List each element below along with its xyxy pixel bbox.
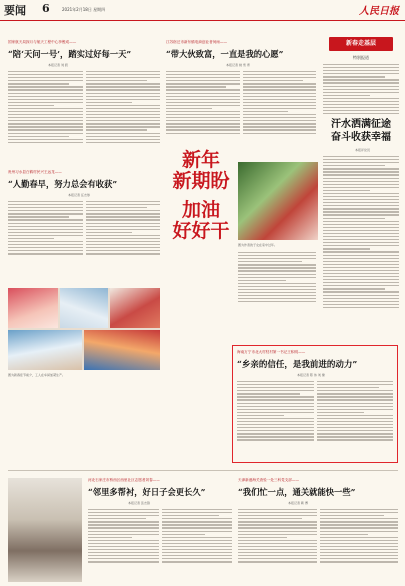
article-title: “我们忙一点，通关就能快一些” [238,487,356,497]
article-a4-highlighted[interactable] [232,345,398,463]
article-a1 [8,40,160,160]
sidebar-title-line1: 汗水洒满征途 [331,119,391,130]
section-name: 要闻 [4,4,26,17]
article-a6 [238,478,398,582]
article-title: “陪‘天问一号’，踏实过好每一天” [8,49,132,59]
article-kicker: 江苏宿迁市新东镇电商创业者何雨—— [166,40,228,44]
photo-collage [8,288,160,370]
article-kicker: 天津新港海关查验一处三科党支部—— [238,478,300,482]
article-kicker: 国家航天局探月与航天工程中心李俊成—— [8,40,77,44]
date-line: 2021年2月18日 星期四 [62,7,106,12]
article-a5 [8,478,232,582]
article-kicker: 河北石家庄市桥西区西里社区志愿者刘春—— [88,478,160,482]
article-byline: 本报记者 陈 伟 刘 健 [297,373,325,377]
slogan-line-1: 新年 [181,149,220,171]
article-body [88,509,232,564]
sidebar-body [323,156,399,310]
article-body [166,71,316,136]
article-byline: 本报记者 张志锋 [128,501,150,505]
sidebar-subtitle: 特别报道 [353,55,369,60]
article-body [8,201,160,256]
newspaper-logo: 人民日报 [359,6,399,17]
article-body [237,381,393,443]
article-title: “带大伙致富，一直是我的心愿” [166,49,284,59]
center-slogan [166,150,236,290]
photo-factory [8,478,82,582]
masthead [0,0,405,21]
sidebar-byline: 本报评论员 [355,148,371,152]
divider [8,470,398,471]
center-right-body [238,252,316,304]
article-a2 [166,40,316,150]
article-kicker: 贵州习水县白鹤村民兴王远龙—— [8,170,62,174]
photo-family [238,162,318,240]
article-byline: 本报记者 姚 雪 青 [226,63,250,67]
article-body [8,71,160,145]
sidebar-title-line2: 奋斗收获幸福 [331,132,391,143]
article-byline: 本报记者 刘 毅 [48,63,68,67]
article-a3 [8,170,160,300]
sidebar-badge [329,37,393,51]
article-byline: 本报记者 靳 博 [288,501,308,505]
photo2-caption: 图为作者的子女在家中过年。 [238,243,278,247]
article-kicker: 海南万宁市北大村驻村第一书记王积明—— [237,350,306,354]
sidebar-badge-text: 新春走基层 [345,40,376,47]
article-body [238,509,398,564]
article-title: “乡亲的信任，是我前进的动力” [237,360,358,370]
slogan-line-3: 加油 [181,199,220,221]
article-title: “人勤春早，努力总会有收获” [8,179,118,189]
page-number: 6 [42,2,50,15]
slogan-line-4: 好好干 [172,220,230,242]
sidebar-body-top [323,64,399,116]
slogan-line-2: 新期盼 [172,170,230,192]
photo-caption: 图为新春佳节前夕，工人在车间加紧生产。 [8,373,66,377]
article-byline: 本报记者 汪志球 [68,193,90,197]
article-title: “邻里多帮衬，好日子会更长久” [88,487,206,497]
